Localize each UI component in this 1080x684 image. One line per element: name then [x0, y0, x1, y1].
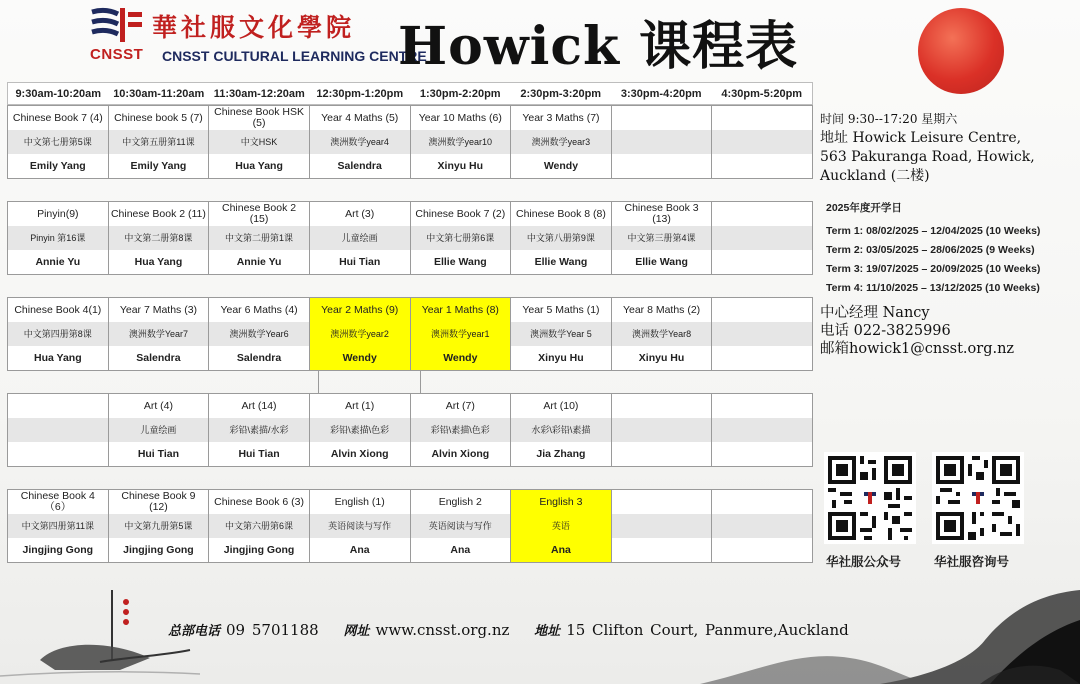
- term-item: Term 1: 08/02/2025 – 12/04/2025 (10 Weeks): [826, 225, 1041, 237]
- teacher-name: Hua Yang: [235, 159, 283, 172]
- class-slot: [712, 490, 812, 562]
- address-line-1: 地址 Howick Leisure Centre,: [820, 130, 1022, 146]
- lesson-chinese: 澳洲数学Year6: [209, 322, 309, 346]
- lesson-chinese: [712, 226, 812, 250]
- lesson-chinese: 澳洲数学year10: [411, 130, 511, 154]
- course-name: Chinese Book 7 (4): [12, 111, 103, 124]
- course-name: Chinese Book HSK (5): [214, 106, 304, 129]
- teacher-name: [712, 538, 812, 562]
- block-spacer: [7, 371, 813, 393]
- course-name: Year 1 Maths (8): [411, 298, 511, 322]
- class-slot: [109, 394, 210, 466]
- course-name: [712, 298, 812, 322]
- teacher-name: Wendy: [543, 159, 579, 172]
- lesson-chinese: Pinyin 第16课: [8, 226, 108, 250]
- teacher-name: Jia Zhang: [536, 447, 586, 460]
- course-name: Chinese Book 4（6）: [20, 490, 95, 513]
- class-slot: [511, 298, 612, 370]
- class-slot: [411, 106, 512, 178]
- class-slot: [310, 490, 411, 562]
- lesson-chinese: [612, 514, 712, 538]
- course-name: [712, 202, 812, 226]
- class-slot: [209, 202, 310, 274]
- course-name: Chinese Book 7 (2): [415, 207, 506, 220]
- teacher-name: [712, 346, 812, 370]
- teacher-name: Xinyu Hu: [437, 159, 484, 172]
- wechat-consult-qr-icon[interactable]: [932, 452, 1024, 544]
- course-name: Year 4 Maths (5): [321, 111, 399, 124]
- time-slot: 3:30pm-4:20pm: [620, 87, 702, 100]
- teacher-name: Ana: [349, 543, 370, 556]
- teacher-name: [612, 442, 712, 466]
- class-slot: [612, 490, 713, 562]
- teacher-name: Ana: [511, 538, 611, 562]
- course-name: [8, 394, 108, 418]
- class-slot: [310, 394, 411, 466]
- lesson-chinese: 澳洲数学Year7: [109, 322, 209, 346]
- course-name: Year 8 Maths (2): [622, 303, 701, 316]
- teacher-name: Hua Yang: [134, 255, 183, 268]
- teacher-name: Salendra: [236, 351, 282, 364]
- teacher-name: Jingjing Gong: [123, 543, 194, 556]
- course-name: Art (4): [143, 399, 174, 412]
- class-slot: [712, 394, 812, 466]
- lesson-chinese: 中文第二册第8课: [109, 226, 209, 250]
- lesson-chinese: 中文第九册第5课: [109, 514, 209, 538]
- footer-address-label: 地址: [534, 624, 561, 639]
- centre-info: [820, 110, 1070, 186]
- wechat-official-qr-icon[interactable]: [824, 452, 916, 544]
- footer-contact: [168, 620, 867, 639]
- class-slot: [511, 106, 612, 178]
- lesson-chinese: 澳洲数学year1: [411, 322, 511, 346]
- class-slot: [109, 106, 210, 178]
- block-spacer: [7, 179, 813, 201]
- teacher-name: Jingjing Gong: [22, 543, 94, 556]
- lesson-chinese: 中文第六册第6课: [209, 514, 309, 538]
- term-item: Term 3: 19/07/2025 – 20/09/2025 (10 Weeks): [826, 263, 1041, 275]
- schedule-block: [7, 105, 813, 179]
- cnsst-logo: [88, 6, 427, 66]
- class-slot: [411, 394, 512, 466]
- course-name: Chinese Book 8 (8): [515, 207, 606, 220]
- schedule-block: [7, 201, 813, 275]
- class-slot: [511, 202, 612, 274]
- course-name: Year 5 Maths (1): [522, 303, 600, 316]
- class-slot: [612, 298, 713, 370]
- qr-code-icon: [824, 452, 916, 544]
- spacer-part: [7, 371, 318, 393]
- class-slot: [310, 202, 411, 274]
- lesson-chinese: 英语阅读与写作: [310, 514, 410, 538]
- class-slot: [411, 202, 512, 274]
- logo-english-name: CNSST CULTURAL LEARNING CENTRE: [162, 48, 427, 64]
- lesson-chinese: [712, 514, 812, 538]
- lesson-chinese: 中文第八册第9课: [511, 226, 611, 250]
- course-name: Art (14): [241, 399, 277, 412]
- lesson-chinese: 澳洲数学year2: [310, 322, 410, 346]
- block-spacer: [7, 467, 813, 489]
- lesson-chinese: [712, 130, 812, 154]
- course-name: Chinese Book 2 (11): [110, 207, 206, 220]
- time-slot: 11:30am-12:20am: [213, 87, 305, 100]
- teacher-name: Salendra: [136, 351, 181, 364]
- contact-info: [820, 304, 1070, 358]
- qr-code-icon: [932, 452, 1024, 544]
- logo-mark-icon: [88, 6, 148, 46]
- qr-label-consult: 华社服咨询号: [934, 554, 1010, 569]
- teacher-name: Jingjing Gong: [223, 543, 295, 556]
- time-slot: 4:30pm-5:20pm: [721, 87, 803, 100]
- lesson-chinese: 中文HSK: [209, 130, 309, 154]
- class-slot: [209, 490, 310, 562]
- teacher-name: [612, 154, 712, 178]
- teacher-name: Alvin Xiong: [330, 447, 389, 460]
- logo-abbreviation: CNSST: [90, 46, 144, 63]
- lesson-chinese: 中文第五册第11课: [109, 130, 209, 154]
- teacher-name: Wendy: [310, 346, 410, 370]
- time-slot: 10:30am-11:20am: [113, 87, 205, 100]
- teacher-name: Hui Tian: [137, 447, 180, 460]
- term-dates: [826, 200, 1076, 298]
- lesson-chinese: [8, 418, 108, 442]
- address-line-2: 563 Pakuranga Road, Howick,: [820, 149, 1035, 165]
- term-item: Term 4: 11/10/2025 – 13/12/2025 (10 Weeks): [826, 282, 1040, 294]
- class-slot: [209, 394, 310, 466]
- footer-phone: 09 5701188: [226, 621, 319, 639]
- spacer-divider: [318, 371, 421, 393]
- course-name: Pinyin(9): [37, 207, 79, 220]
- class-slot: [612, 394, 713, 466]
- lesson-chinese: 彩铅\素描\色彩: [310, 418, 410, 442]
- course-name: English (1): [334, 495, 385, 508]
- course-name: English 3: [511, 490, 611, 514]
- time-slot: 12:30pm-1:20pm: [316, 87, 404, 100]
- lesson-chinese: 儿童绘画: [310, 226, 410, 250]
- lesson-chinese: 彩铅\素描\色彩: [411, 418, 511, 442]
- teacher-name: Ellie Wang: [534, 255, 588, 268]
- footer-phone-label: 总部电话: [168, 624, 221, 639]
- class-slot: [511, 394, 612, 466]
- course-name: [612, 106, 712, 130]
- course-name: English 2: [438, 495, 482, 508]
- lesson-chinese: 中文第七册第6课: [411, 226, 511, 250]
- class-slot: [712, 298, 812, 370]
- schedule-block: [7, 489, 813, 563]
- teacher-name: [712, 154, 812, 178]
- lesson-chinese: 英语: [511, 514, 611, 538]
- class-slot: [109, 298, 210, 370]
- class-slot: [8, 298, 109, 370]
- schedule-blocks: [7, 105, 813, 563]
- class-slot: [511, 490, 612, 562]
- lesson-chinese: 澳洲数学year3: [511, 130, 611, 154]
- lesson-chinese: 中文第七册第5课: [8, 130, 108, 154]
- time-slot: 1:30pm-2:20pm: [419, 87, 501, 100]
- lesson-chinese: 水彩\彩铅\素描: [511, 418, 611, 442]
- teacher-name: Emily Yang: [29, 159, 86, 172]
- footer-address: 15 Clifton Court, Panmure,Auckland: [566, 621, 849, 639]
- teacher-name: Hui Tian: [339, 255, 381, 268]
- address-line-3: Auckland (二楼): [820, 168, 930, 184]
- schedule-table: [7, 82, 813, 563]
- time-slot-header: [7, 82, 813, 105]
- course-name: Year 2 Maths (9): [310, 298, 410, 322]
- schedule-block: [7, 393, 813, 467]
- lesson-chinese: 澳洲数学Year8: [612, 322, 712, 346]
- teacher-name: Ana: [450, 543, 471, 556]
- teacher-name: [8, 442, 108, 466]
- course-name: Year 6 Maths (4): [220, 303, 298, 316]
- class-slot: [109, 202, 210, 274]
- teacher-name: Wendy: [411, 346, 511, 370]
- teacher-name: Hui Tian: [238, 447, 280, 460]
- teacher-name: Annie Yu: [35, 255, 81, 268]
- course-name: Chinese Book 4(1): [14, 303, 102, 316]
- logo-chinese-name: 華社服文化學院: [152, 13, 356, 42]
- course-name: Art (7): [445, 399, 475, 412]
- course-name: Art (3): [345, 207, 375, 220]
- lesson-chinese: [712, 322, 812, 346]
- teacher-name: [612, 538, 712, 562]
- term-item: Term 2: 03/05/2025 – 28/06/2025 (9 Weeks): [826, 244, 1035, 256]
- course-name: Year 7 Maths (3): [119, 303, 198, 316]
- class-slot: [8, 106, 109, 178]
- class-slot: [612, 202, 713, 274]
- course-name: [712, 490, 812, 514]
- page-title: Howick 课程表: [398, 16, 799, 77]
- class-slot: [209, 106, 310, 178]
- course-name: Chinese Book 2 (15): [221, 202, 297, 225]
- red-sun-decoration: [918, 8, 1004, 94]
- class-slot: [310, 106, 411, 178]
- lesson-chinese: [612, 418, 712, 442]
- class-slot: [209, 298, 310, 370]
- footer-website-link[interactable]: www.cnsst.org.nz: [375, 621, 510, 639]
- teacher-name: Xinyu Hu: [538, 351, 584, 364]
- opening-time: 时间 9:30--17:20 星期六: [820, 112, 958, 126]
- lesson-chinese: [712, 418, 812, 442]
- lesson-chinese: 澳洲数学Year 5: [511, 322, 611, 346]
- block-spacer: [7, 275, 813, 297]
- qr-label-official: 华社服公众号: [826, 554, 902, 569]
- course-name: [712, 106, 812, 130]
- course-name: Chinese Book 3 (13): [624, 202, 699, 225]
- teacher-name: [712, 442, 812, 466]
- class-slot: [612, 106, 713, 178]
- class-slot: [109, 490, 210, 562]
- course-name: Chinese book 5 (7): [114, 111, 203, 124]
- lesson-chinese: 澳洲数学year4: [310, 130, 410, 154]
- class-slot: [411, 298, 512, 370]
- schedule-block: [7, 297, 813, 371]
- course-name: Art (1): [345, 399, 375, 412]
- footer-web-label: 网址: [343, 624, 370, 639]
- teacher-name: [712, 250, 812, 274]
- centre-manager: 中心经理 Nancy: [820, 305, 930, 321]
- teacher-name: Salendra: [337, 159, 382, 172]
- course-name: Year 10 Maths (6): [418, 111, 502, 124]
- lesson-chinese: 英语阅读与写作: [411, 514, 511, 538]
- teacher-name: Alvin Xiong: [431, 447, 490, 460]
- class-slot: [310, 298, 411, 370]
- course-name: Chinese Book 9 (12): [121, 490, 196, 513]
- lesson-chinese: 中文第三册第4课: [612, 226, 712, 250]
- lesson-chinese: 中文第二册第1课: [209, 226, 309, 250]
- lesson-chinese: 儿童绘画: [109, 418, 209, 442]
- lesson-chinese: 彩铅\素描/水彩: [209, 418, 309, 442]
- class-slot: [411, 490, 512, 562]
- class-slot: [712, 202, 812, 274]
- course-name: [712, 394, 812, 418]
- class-slot: [8, 202, 109, 274]
- lesson-chinese: 中文第四册第11课: [8, 514, 108, 538]
- teacher-name: Xinyu Hu: [638, 351, 685, 364]
- teacher-name: Ellie Wang: [433, 255, 487, 268]
- contact-phone: 电话 022-3825996: [820, 323, 951, 339]
- terms-title: 2025年度开学日: [826, 202, 902, 214]
- course-name: Chinese Book 6 (3): [214, 495, 304, 508]
- course-name: Art (10): [543, 399, 579, 412]
- time-slot: 9:30am-10:20am: [15, 87, 102, 100]
- course-name: Year 3 Maths (7): [522, 111, 600, 124]
- course-name: [612, 394, 712, 418]
- teacher-name: Hua Yang: [33, 351, 82, 364]
- class-slot: [8, 394, 109, 466]
- class-slot: [8, 490, 109, 562]
- class-slot: [712, 106, 812, 178]
- contact-email[interactable]: 邮箱howick1@cnsst.org.nz: [820, 341, 1015, 357]
- teacher-name: Annie Yu: [236, 255, 282, 268]
- lesson-chinese: [612, 130, 712, 154]
- time-slot: 2:30pm-3:20pm: [520, 87, 602, 100]
- teacher-name: Ellie Wang: [635, 255, 688, 268]
- course-name: [612, 490, 712, 514]
- lesson-chinese: 中文第四册第8课: [8, 322, 108, 346]
- teacher-name: Emily Yang: [130, 159, 187, 172]
